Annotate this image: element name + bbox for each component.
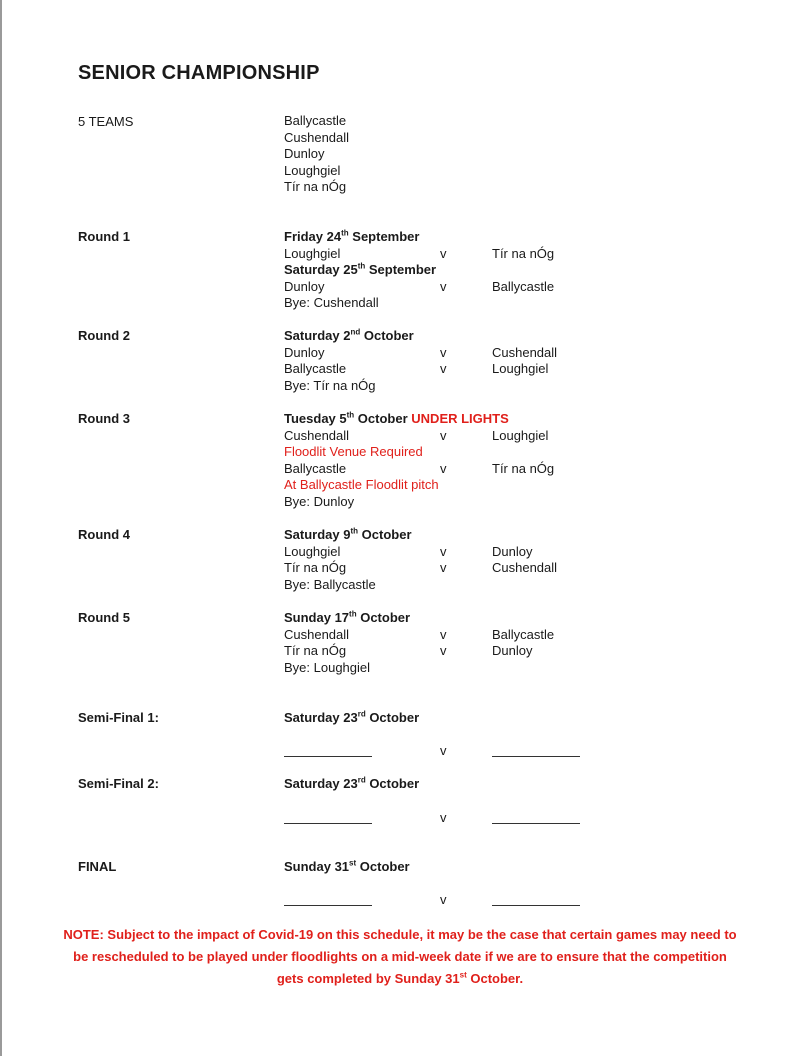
away-team: Loughgiel — [492, 428, 549, 443]
away-team: Cushendall — [492, 345, 558, 360]
away-team: Ballycastle — [492, 627, 555, 642]
team-list-item: Tír na nÓg — [284, 179, 347, 194]
home-team: Ballycastle — [284, 361, 347, 376]
bye-team: Bye: Loughgiel — [284, 660, 371, 675]
away-team: Tír na nÓg — [492, 246, 555, 261]
page-title: SENIOR CHAMPIONSHIP — [78, 62, 320, 84]
team-placeholder-line — [492, 756, 580, 757]
versus-label: v — [440, 428, 447, 443]
versus-label: v — [440, 345, 447, 360]
away-team: Cushendall — [492, 560, 558, 575]
versus-label: v — [440, 461, 447, 476]
fixture-date: Saturday 23rd October — [284, 775, 420, 791]
home-team: Dunloy — [284, 279, 325, 294]
home-team: Loughgiel — [284, 246, 341, 261]
teams-count-label: 5 TEAMS — [78, 114, 134, 129]
away-team: Ballycastle — [492, 279, 555, 294]
round-label: Round 1 — [78, 229, 130, 244]
home-team: Ballycastle — [284, 461, 347, 476]
round-label: Round 3 — [78, 411, 130, 426]
versus-label: v — [440, 643, 447, 658]
team-placeholder-line — [284, 905, 372, 906]
versus-label: v — [440, 246, 447, 261]
team-placeholder-line — [492, 823, 580, 824]
bye-team: Bye: Ballycastle — [284, 577, 376, 592]
fixture-date: Friday 24th September — [284, 228, 420, 244]
away-team: Dunloy — [492, 544, 533, 559]
versus-label: v — [440, 361, 447, 376]
versus-label: v — [440, 743, 447, 758]
versus-label: v — [440, 892, 447, 907]
team-placeholder-line — [284, 823, 372, 824]
team-list-item: Ballycastle — [284, 113, 347, 128]
away-team: Dunloy — [492, 643, 533, 658]
team-placeholder-line — [284, 756, 372, 757]
covid-schedule-note: NOTE: Subject to the impact of Covid-19 on this schedule, it may be the case that certain games may need to be rescheduled to be played under floodlights on a mid-week date if we are to ensure that the competition gets completed by Sunday 31st October. — [63, 927, 737, 986]
away-team: Loughgiel — [492, 361, 549, 376]
home-team: Dunloy — [284, 345, 325, 360]
fixture-date: Sunday 31st October — [284, 858, 410, 874]
versus-label: v — [440, 544, 447, 559]
fixture-date: Saturday 23rd October — [284, 709, 420, 725]
team-list-item: Loughgiel — [284, 162, 341, 178]
semi-final-2-label: Semi-Final 2: — [78, 776, 159, 791]
fixture-date: Saturday 25th September — [284, 261, 437, 277]
versus-label: v — [440, 279, 447, 294]
round-label: Round 2 — [78, 328, 130, 343]
versus-label: v — [440, 810, 447, 825]
home-team: Cushendall — [284, 428, 350, 443]
venue-note: Floodlit Venue Required — [284, 444, 423, 459]
home-team: Tír na nÓg — [284, 643, 347, 658]
under-lights-flag: UNDER LIGHTS — [411, 411, 509, 426]
versus-label: v — [440, 627, 447, 642]
home-team: Cushendall — [284, 627, 350, 642]
versus-label: v — [440, 560, 447, 575]
team-list-item: Cushendall — [284, 129, 350, 145]
fixture-date: Saturday 2nd October — [284, 327, 414, 343]
team-placeholder-line — [492, 905, 580, 906]
round-label: Round 5 — [78, 610, 130, 625]
home-team: Tír na nÓg — [284, 560, 347, 575]
round-label: Round 4 — [78, 527, 130, 542]
page-left-edge — [0, 0, 2, 1056]
team-list-item: Dunloy — [284, 146, 325, 161]
final-label: FINAL — [78, 859, 117, 874]
fixture-date: Saturday 9th October — [284, 526, 412, 542]
home-team: Loughgiel — [284, 544, 341, 559]
fixture-date: Sunday 17th October — [284, 609, 411, 625]
bye-team: Bye: Dunloy — [284, 494, 355, 509]
bye-team: Bye: Cushendall — [284, 295, 379, 310]
away-team: Tír na nÓg — [492, 461, 555, 476]
semi-final-1-label: Semi-Final 1: — [78, 710, 159, 725]
fixture-date: Tuesday 5th October UNDER LIGHTS — [284, 410, 509, 426]
venue-note: At Ballycastle Floodlit pitch — [284, 477, 439, 492]
bye-team: Bye: Tír na nÓg — [284, 378, 376, 393]
